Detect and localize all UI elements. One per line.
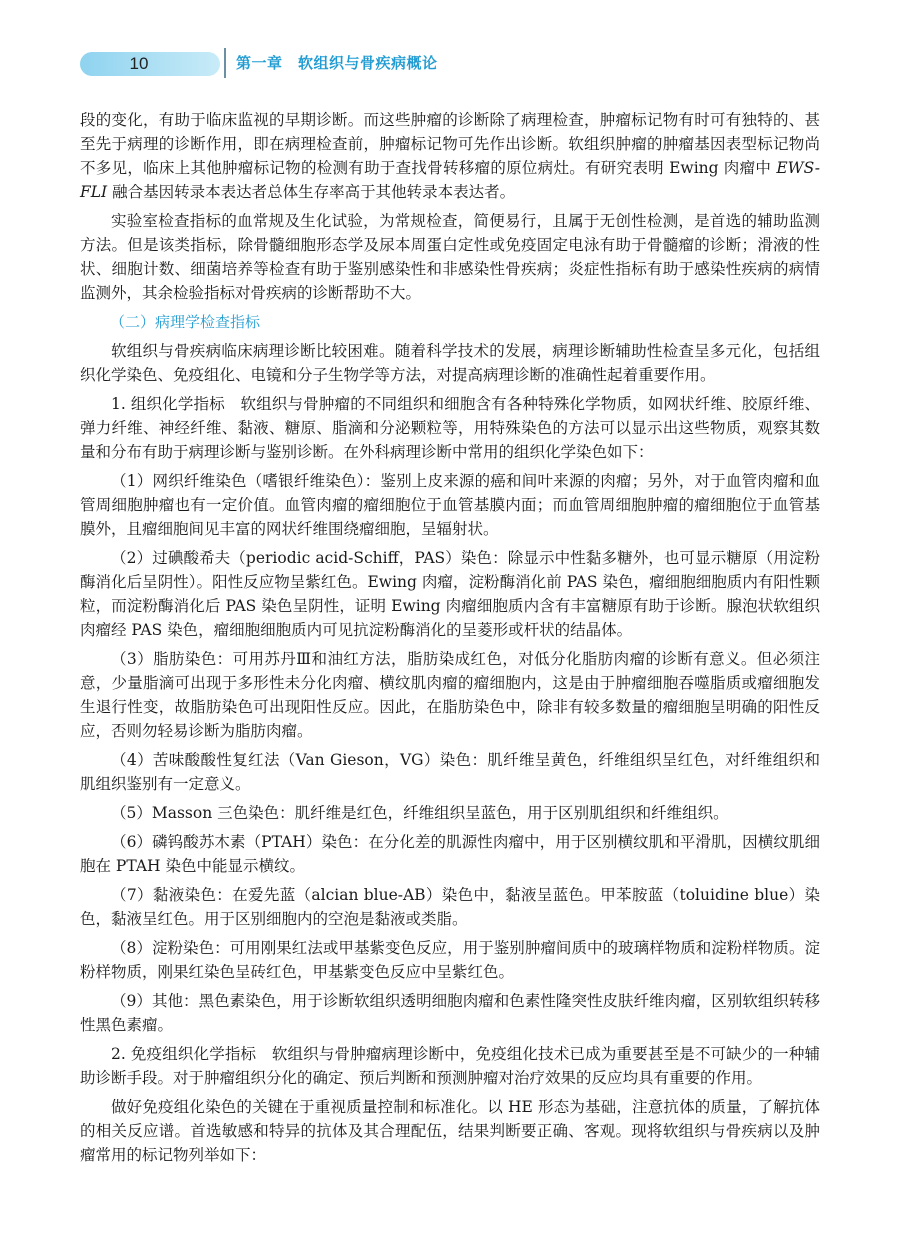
list-item: （2）过碘酸希夫（periodic acid-Schiff，PAS）染色：除显示中性黏多糖外，也可显示糖原（用淀粉酶消化后呈阴性）。阳性反应物呈紫红色。Ewing 肉瘤，淀粉酶消化前 PAS 染色，瘤细胞细胞质内有阳性颗粒，而淀粉酶消化后 PAS 染色呈阴性，证明 Ewing 肉瘤细胞质内含有丰富糖原有助于诊断。腺泡状软组织肉瘤经 PAS 染色，瘤细胞细胞质内可见抗淀粉酶消化的呈菱形或杆状的结晶体。 xyxy=(80,549,820,639)
paragraph-quality-control: 做好免疫组化染色的关键在于重视质量控制和标准化。以 HE 形态为基础，注意抗体的质量，了解抗体的相关反应谱。首选敏感和特异的抗体及其合理配伍，结果判断要正确、客观。现将软组织与骨疾病以及肿瘤常用的标记物列举如下： xyxy=(80,1098,820,1164)
page-body xyxy=(80,108,820,1172)
page-number-tab xyxy=(80,52,220,76)
list-item: （7）黏液染色：在爱先蓝（alcian blue-AB）染色中，黏液呈蓝色。甲苯胺蓝（toluidine blue）染色，黏液呈红色。用于区别细胞内的空泡是黏液或类脂。 xyxy=(80,886,820,928)
paragraph-pathology-intro: 软组织与骨疾病临床病理诊断比较困难。随着科学技术的发展，病理诊断辅助性检查呈多元化，包括组织化学染色、免疫组化、电镜和分子生物学等方法，对提高病理诊断的准确性起着重要作用。 xyxy=(80,342,820,384)
paragraph-text: 融合基因转录本表达者总体生存率高于其他转录本表达者。 xyxy=(107,183,516,201)
list-item: （9）其他：黑色素染色，用于诊断软组织透明细胞肉瘤和色素性隆突性皮肤纤维肉瘤，区别软组织转移性黑色素瘤。 xyxy=(80,992,820,1034)
list-item: （3）脂肪染色：可用苏丹Ⅲ和油红方法，脂肪染成红色，对低分化脂肪肉瘤的诊断有意义。但必须注意，少量脂滴可出现于多形性未分化肉瘤、横纹肌肉瘤的瘤细胞内，这是由于肿瘤细胞吞噬脂质或瘤细胞发生退行性变，故脂肪染色可出现阳性反应。因此，在脂肪染色中，除非有较多数量的瘤细胞呈明确的阳性反应，否则勿轻易诊断为脂肪肉瘤。 xyxy=(80,650,820,740)
list-item: （4）苦味酸酸性复红法（Van Gieson，VG）染色：肌纤维呈黄色，纤维组织呈红色，对纤维组织和肌组织鉴别有一定意义。 xyxy=(80,751,820,793)
list-item: （8）淀粉染色：可用刚果红法或甲基紫变色反应，用于鉴别肿瘤间质中的玻璃样物质和淀粉样物质。淀粉样物质，刚果红染色呈砖红色，甲基紫变色反应中呈紫红色。 xyxy=(80,939,820,981)
list-item: （1）网织纤维染色（嗜银纤维染色）：鉴别上皮来源的癌和间叶来源的肉瘤；另外，对于血管肉瘤和血管周细胞肿瘤也有一定价值。血管肉瘤的瘤细胞位于血管基膜内面；而血管周细胞肿瘤的瘤细胞位于血管基膜外，且瘤细胞间见丰富的网状纤维围绕瘤细胞，呈辐射状。 xyxy=(80,472,820,538)
paragraph-histochemistry: 1. 组织化学指标 软组织与骨肿瘤的不同组织和细胞含有各种特殊化学物质，如网状纤维、胶原纤维、弹力纤维、神经纤维、黏液、糖原、脂滴和分泌颗粒等，用特殊染色的方法可以显示出这些物质，观察其数量和分布有助于病理诊断与鉴别诊断。在外科病理诊断中常用的组织化学染色如下： xyxy=(80,395,820,461)
paragraph-lab-tests: 实验室检查指标的血常规及生化试验，为常规检查，简便易行，且属于无创性检测，是首选的辅助监测方法。但是该类指标，除骨髓细胞形态学及尿本周蛋白定性或免疫固定电泳有助于骨髓瘤的诊断；滑液的性状、细胞计数、细菌培养等检查有助于鉴别感染性和非感染性骨疾病；炎症性指标有助于感染性疾病的病情监测外，其余检验指标对骨疾病的诊断帮助不大。 xyxy=(80,212,820,302)
header-divider xyxy=(224,48,226,78)
paragraph-continuation xyxy=(80,108,820,204)
paragraph-text: 段的变化，有助于临床监视的早期诊断。而这些肿瘤的诊断除了病理检查，肿瘤标记物有时可有独特的、甚至先于病理的诊断作用，即在病理检查前，肿瘤标记物可先作出诊断。软组织肿瘤的肿瘤基因表型标记物尚不多见，临床上其他肿瘤标记物的检测有助于查找骨转移瘤的原位病灶。有研究表明 Ewing 肉瘤中 xyxy=(80,111,820,177)
gene-name: EWS-FLI xyxy=(80,159,820,201)
page-number: 10 xyxy=(129,54,149,73)
section-heading: （二）病理学检查指标 xyxy=(110,313,261,331)
list-item: （5）Masson 三色染色：肌纤维是红色，纤维组织呈蓝色，用于区别肌组织和纤维组织。 xyxy=(111,804,729,822)
list-item: （6）磷钨酸苏木素（PTAH）染色：在分化差的肌源性肉瘤中，用于区别横纹肌和平滑肌，因横纹肌细胞在 PTAH 染色中能显示横纹。 xyxy=(80,833,820,875)
chapter-title: 第一章 软组织与骨疾病概论 xyxy=(236,54,438,72)
paragraph-immunohistochemistry: 2. 免疫组织化学指标 软组织与骨肿瘤病理诊断中，免疫组化技术已成为重要甚至是不可缺少的一种辅助诊断手段。对于肿瘤组织分化的确定、预后判断和预测肿瘤对治疗效果的反应均具有重要的作用。 xyxy=(80,1045,820,1087)
